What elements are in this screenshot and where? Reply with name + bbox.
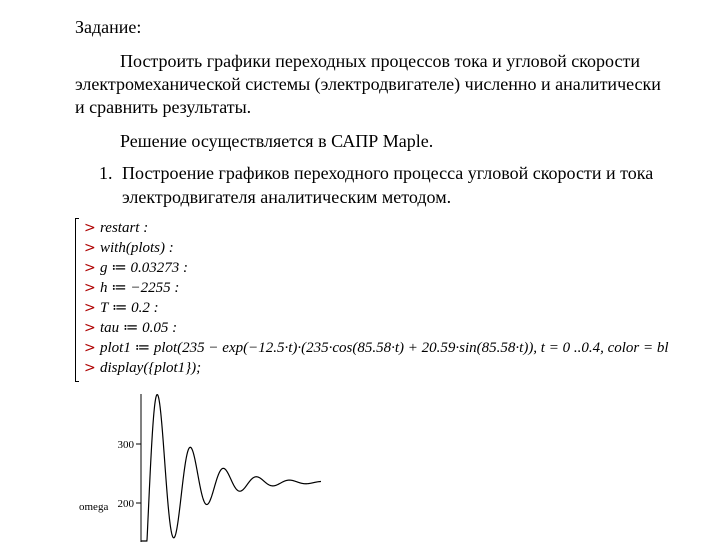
prompt-icon: >: [84, 320, 96, 336]
task-text-line: Построить графики переходных процессов тока и угловой скорости: [120, 51, 640, 71]
solution-text: Решение осуществляется в САПР Maple.: [120, 131, 434, 151]
step-number: 1.: [99, 163, 113, 183]
prompt-icon: >: [84, 280, 96, 296]
prompt-icon: >: [84, 260, 96, 276]
task-heading: Задание:: [75, 17, 142, 37]
y-tick-label: 200: [117, 498, 134, 510]
task-text-line: электромеханической системы (электродвигателе) численно и аналитически: [75, 74, 661, 94]
task-text-line: и сравнить результаты.: [75, 97, 252, 117]
step-title-line: электродвигателя аналитическим методом.: [122, 187, 452, 207]
prompt-icon: >: [84, 340, 96, 356]
step-title-line: Построение графиков переходного процесса угловой скорости и тока: [122, 163, 654, 183]
y-tick-label: 300: [117, 439, 134, 451]
command-text[interactable]: g ≔ 0.03273 :: [100, 260, 188, 276]
command-text[interactable]: tau ≔ 0.05 :: [100, 320, 178, 336]
prompt-icon: >: [84, 220, 96, 236]
prompt-icon: >: [84, 360, 96, 376]
prompt-icon: >: [84, 300, 96, 316]
command-text[interactable]: h ≔ −2255 :: [100, 280, 180, 296]
y-axis-label: omega: [79, 501, 109, 513]
command-text[interactable]: plot1 ≔ plot(235 − exp(−12.5·t)·(235·cos(85.58·t) + 20.59·sin(85.58·t)), t = 0 ..0.4, color = bl: [100, 340, 669, 356]
command-text[interactable]: T ≔ 0.2 :: [100, 300, 159, 316]
command-text[interactable]: restart :: [100, 220, 149, 236]
command-text[interactable]: display({plot1});: [100, 360, 202, 376]
series-line-omega: [141, 395, 321, 541]
command-text[interactable]: with(plots) :: [100, 240, 174, 256]
prompt-icon: >: [84, 240, 96, 256]
